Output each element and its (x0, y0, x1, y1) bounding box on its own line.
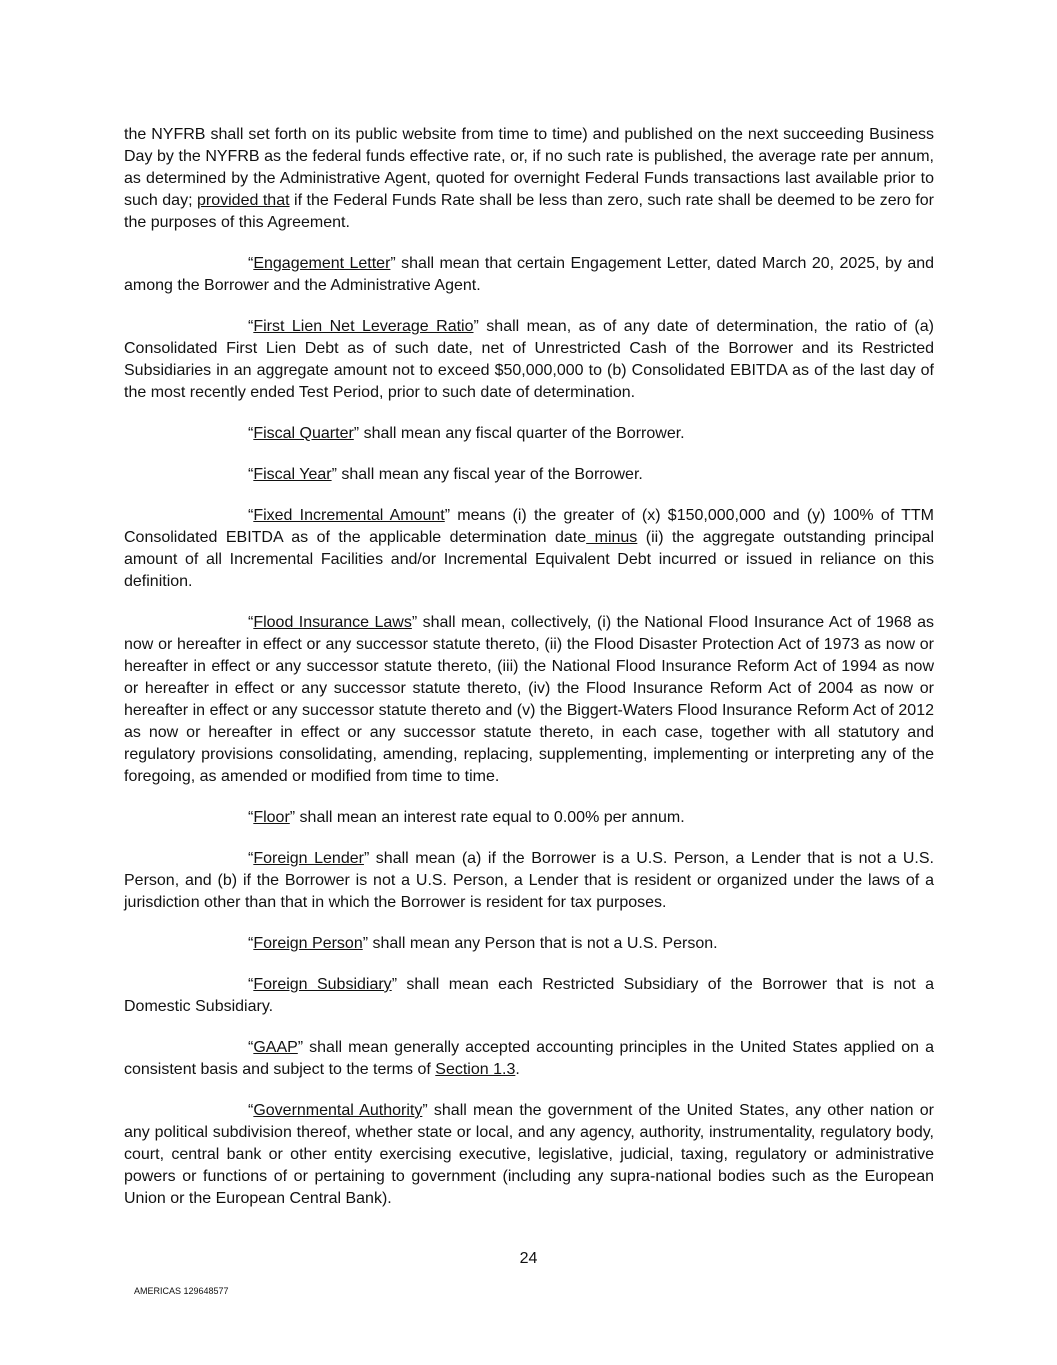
open-quote: “ (248, 466, 254, 483)
definition-gaap (124, 1037, 934, 1081)
close-quote: ” (297, 1039, 304, 1056)
close-quote: ” (353, 425, 360, 442)
close-quote: ” (289, 809, 296, 826)
definition-body: shall mean generally accepted accounting principles in the United States applied on a consistent basis and subject to the terms of (124, 1039, 934, 1078)
defined-term: GAAP (253, 1039, 298, 1056)
page-number: 24 (519, 1250, 538, 1267)
close-quote: ” (362, 935, 369, 952)
defined-term: First Lien Net Leverage Ratio (253, 318, 474, 335)
defined-term: Floor (253, 809, 290, 826)
definition-body: shall mean, as of any date of determination, the ratio of (a) Consolidated First Lien Debt as of such date, net of Unrestricted Cash of the Borrower and its Restricted Subsidiaries in an aggregate amount not to exceed $50,000,000 to (b) Consolidated EBITDA as of the last day of the most recently ended Test Period, prior to such date of determination. (124, 318, 934, 401)
defined-term: Foreign Person (253, 935, 363, 952)
open-quote: “ (248, 318, 254, 335)
definition-body: shall mean any fiscal year of the Borrower. (336, 466, 643, 483)
defined-term: Foreign Subsidiary (253, 976, 392, 993)
definition-body: shall mean an interest rate equal to 0.00% per annum. (295, 809, 685, 826)
section-reference: Section 1.3 (435, 1061, 516, 1078)
close-quote: ” (411, 614, 418, 631)
definition-engagement-letter (124, 253, 934, 297)
definition-fiscal-quarter (124, 423, 934, 445)
definition-body: shall mean each Restricted Subsidiary of the Borrower that is not a Domestic Subsidiary. (124, 976, 934, 1015)
open-quote: “ (248, 850, 254, 867)
minus-term: minus (586, 529, 638, 546)
open-quote: “ (248, 255, 254, 272)
close-quote: ” (473, 318, 479, 335)
definition-foreign-subsidiary (124, 974, 934, 1018)
definition-body: shall mean, collectively, (i) the National Flood Insurance Act of 1968 as now or hereafter in effect or any successor statute thereto, (ii) the Flood Disaster Protection Act of 1973 as now or hereafter in effect or any successor statute thereto, (iii) the National Flood Insurance Reform Act of 1994 as now or hereafter in effect or any successor statute thereto, (iv) the Flood Insurance Reform Act of 2004 as now or hereafter in effect or any successor statute thereto and (v) the Biggert-Waters Flood Insurance Reform Act of 2012 as now or hereafter in effect or any successor statute thereto, in each case, together with all statutory and regulatory provisions consolidating, amending, replacing, supplementing, implementing or interpreting any of the foregoing, as amended or modified from time to time. (124, 614, 934, 785)
definition-governmental-authority (124, 1100, 934, 1210)
open-quote: “ (248, 507, 254, 524)
definition-foreign-person (124, 933, 934, 955)
close-quote: ” (422, 1102, 428, 1119)
close-quote: ” (363, 850, 370, 867)
definition-body: shall mean any Person that is not a U.S. Person. (368, 935, 718, 952)
definition-body: shall mean any fiscal quarter of the Borrower. (359, 425, 685, 442)
defined-term: Foreign Lender (253, 850, 364, 867)
defined-term: Flood Insurance Laws (253, 614, 412, 631)
defined-term: Engagement Letter (253, 255, 391, 272)
defined-term: Fixed Incremental Amount (253, 507, 445, 524)
open-quote: “ (248, 425, 254, 442)
definition-body: shall mean (a) if the Borrower is a U.S. Person, a Lender that is not a U.S. Person, and (b) if the Borrower is not a U.S. Person, a Lender that is resident or organized under the laws of a jurisdiction other than that in which the Borrower is resident for tax purposes. (124, 850, 934, 911)
definition-first-lien-net-leverage-ratio (124, 316, 934, 404)
open-quote: “ (248, 935, 254, 952)
definition-body: shall mean the government of the United States, any other nation or any political subdivision thereof, whether state or local, and any agency, authority, instrumentality, regulatory body, court, central bank or other entity exercising executive, legislative, judicial, taxing, regulatory or administrative powers or functions of or pertaining to government (including any supra-national bodies such as the European Union or the European Central Bank). (124, 1102, 934, 1207)
open-quote: “ (248, 614, 254, 631)
definition-foreign-lender (124, 848, 934, 914)
definition-fiscal-year (124, 464, 934, 486)
close-quote: ” (391, 976, 398, 993)
close-quote: ” (444, 507, 451, 524)
federal-funds-rate-continuation (124, 124, 934, 234)
definition-flood-insurance-laws (124, 612, 934, 788)
definition-body-end: (ii) the aggregate outstanding principal amount of all Incremental Facilities and/or Incremental Equivalent Debt incurred or issued in reliance on this definition. (124, 529, 934, 590)
definition-fixed-incremental-amount (124, 505, 934, 593)
definition-body: shall mean that certain Engagement Letter, dated March 20, 2025, by and among the Borrower and the Administrative Agent. (124, 255, 935, 294)
continuation-text: the NYFRB shall set forth on its public website from time to time) and published on the next succeeding Business Day by the NYFRB as the federal funds effective rate, or, if no such rate is published, the average rate per annum, as determined by the Administrative Agent, quoted for overnight Federal Funds transactions last available prior to such day; (124, 126, 934, 209)
definition-body: means (i) the greater of (x) $150,000,000 and (y) 100% of TTM Consolidated EBITDA as of the applicable determination date (124, 507, 934, 546)
defined-term: Fiscal Year (253, 466, 332, 483)
document-id: AMERICAS 129648577 (134, 1286, 229, 1296)
defined-term: Fiscal Quarter (253, 425, 354, 442)
continuation-text-end: if the Federal Funds Rate shall be less than zero, such rate shall be deemed to be zero for the purposes of this Agreement. (124, 192, 935, 231)
open-quote: “ (248, 809, 254, 826)
open-quote: “ (248, 976, 254, 993)
open-quote: “ (248, 1039, 254, 1056)
defined-term: Governmental Authority (253, 1102, 423, 1119)
provided-that-term: provided that (197, 192, 290, 209)
document-page (124, 124, 934, 1229)
open-quote: “ (248, 1102, 254, 1119)
close-quote: ” (331, 466, 337, 483)
definition-floor (124, 807, 934, 829)
definition-body-end: . (515, 1061, 520, 1078)
close-quote: ” (390, 255, 396, 272)
